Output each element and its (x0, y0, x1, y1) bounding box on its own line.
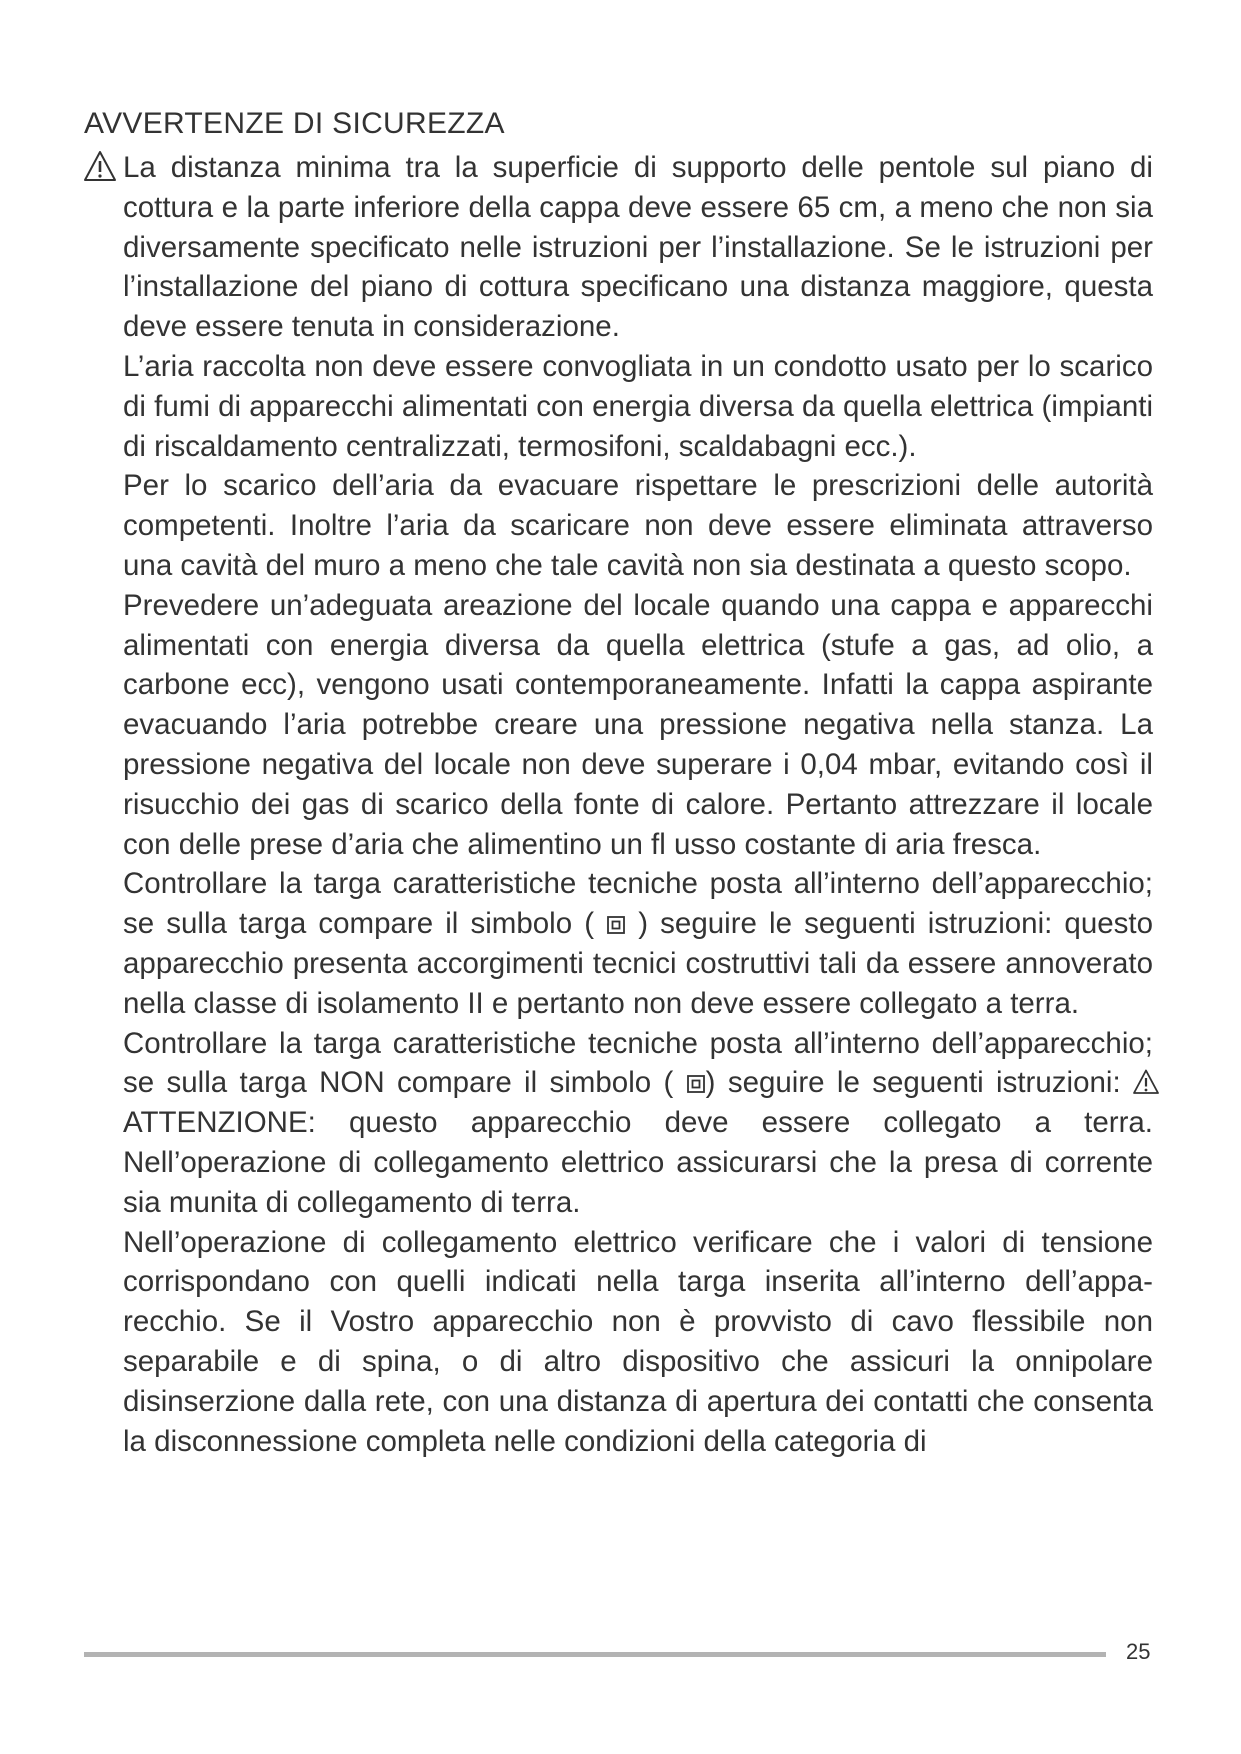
warning-triangle-icon (1133, 1069, 1163, 1095)
safety-warnings-body (123, 148, 1153, 1461)
footer-divider (84, 1652, 1106, 1657)
double-insulation-symbol-icon (606, 914, 626, 936)
paragraph-earthing-middle: ) seguire le seguenti istruzioni: (705, 1066, 1121, 1100)
paragraph-air-exhaust: Per lo scarico dell’aria da evacuare rispettare le prescrizioni delle autorità competenti. Inoltre l’aria da scaricare non deve essere eliminata attraverso una cavità del muro a meno che tale cavità non sia destinata a questo scopo. (123, 469, 1153, 582)
paragraph-voltage-check: Nell’operazione di collegamento elettrico verificare che i valori di tensione corrispondano con quelli indicati nella targa inserita all’interno dell’apparecchio. Se il Vostro apparecchio non è provvisto di cavo flessibile non separabile e di spina, o di altro dispositivo che assicuri la onnipolare disinserzione dalla rete, con una distanza di apertura dei contatti che consenta la disconnessione completa nelle condizioni della categoria di (123, 1225, 1153, 1458)
paragraph-class-ii-tail: ) seguire le seguenti istruzioni: questo apparecchio presenta accorgimenti tecnici costruttivi tali da essere annoverato nella classe di isolamento II e pertanto non deve essere collegato a terra. (123, 907, 1153, 1020)
paragraph-air-duct: L’aria raccolta non deve essere convogliata in un condotto usato per lo scarico di fumi di apparecchi alimentati con energia diversa da quella elettrica (impianti di riscaldamento centralizzati, termosifoni, scaldabagni ecc.). (123, 349, 1153, 463)
paragraph-earthing-tail: ATTENZIONE: questo apparecchio deve essere collegato a terra. Nell’operazione di collegamento elettrico assicurarsi che la presa di corrente sia munita di collegamento di terra. (123, 1106, 1153, 1219)
paragraph-hob-distance: La distanza minima tra la superficie di supporto delle pentole sul piano di cottura e la parte inferiore della cappa deve essere 65 cm, a meno che non sia diversamente specificato nelle istruzioni per l’installazione. Se le istruzioni per l’installazione del piano di cottura specificano una distanza maggiore, questa deve essere tenuta in considerazione. (123, 151, 1153, 344)
section-title: AVVERTENZE DI SICUREZZA (84, 107, 505, 140)
page-number: 25 (1126, 1639, 1151, 1664)
paragraph-earthing-lead: Controllare la targa caratteristiche tecniche posta all’interno dell’apparecchio; se sulla targa NON compare il simbolo ( (123, 1026, 1153, 1100)
paragraph-earthing (123, 1024, 1153, 1223)
warning-triangle-icon (83, 150, 117, 182)
paragraph-class-ii-lead: Controllare la targa caratteristiche tecniche posta all’interno dell’apparecchio; se sulla targa compare il simbolo ( (123, 867, 1153, 941)
paragraph-ventilation: Prevedere un’adeguata areazione del locale quando una cappa e apparecchi alimentati con energia diversa da quella elettrica (stufe a gas, ad olio, a carbone ecc), vengono usati contemporaneamente. Infatti la cappa aspirante evacuando l’aria potrebbe creare una pressione negativa nella stanza. La pressione negativa del locale non deve superare i 0,04 mbar, evitando così il risucchio dei gas di scarico della fonte di calore. Pertanto attrezzare il locale con delle prese d’aria che alimentino un fl usso costante di aria fresca. (123, 588, 1153, 861)
paragraph-class-ii (123, 864, 1153, 1023)
double-insulation-symbol-icon (686, 1073, 706, 1095)
